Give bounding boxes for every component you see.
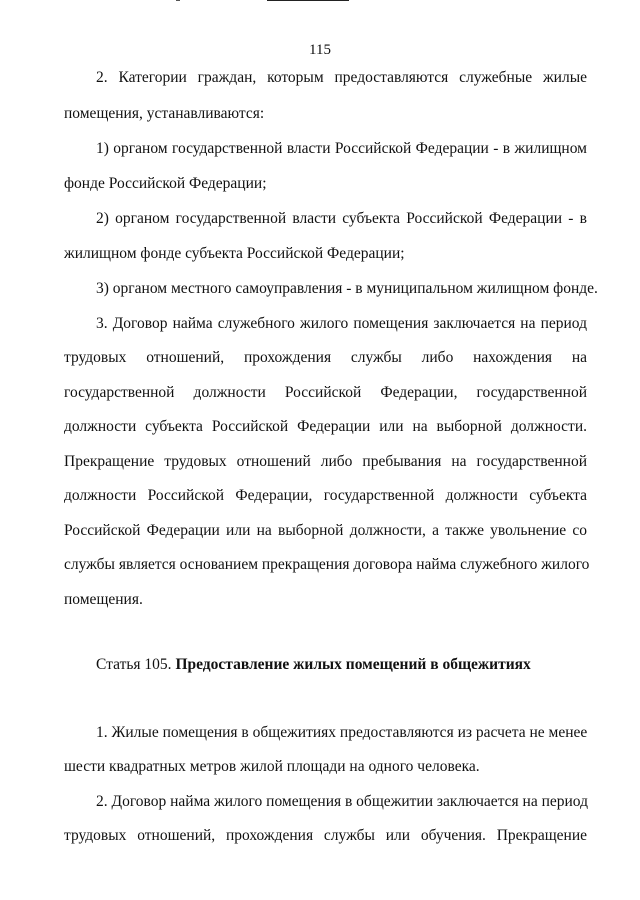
article-title: Предоставление жилых помещений в общежитиях <box>175 656 531 673</box>
paragraph-line: службы является основанием прекращения договора найма служебного жилого <box>64 556 590 573</box>
page-number: 115 <box>309 42 331 58</box>
paragraph-line: должности Российской Федерации, государственной должности субъекта <box>64 487 587 504</box>
paragraph-line: 2. Категории граждан, которым предоставляются служебные жилые <box>96 69 587 86</box>
list-item-line: жилищном фонде субъекта Российской Федерации; <box>64 245 405 262</box>
paragraph-line: государственной должности Российской Федерации, государственной <box>64 384 587 401</box>
list-item-line: фонде Российской Федерации; <box>64 175 267 192</box>
paragraph-line: 2. Договор найма жилого помещения в общежитии заключается на период <box>96 793 588 810</box>
paragraph-line: шести квадратных метров жилой площади на одного человека. <box>64 758 480 775</box>
top-edge-underline <box>267 0 349 1</box>
paragraph-line: Российской Федерации или на выборной должности, а также увольнение со <box>64 522 587 539</box>
paragraph-line: трудовых отношений, прохождения службы или обучения. Прекращение <box>64 827 587 844</box>
list-item-line: 3) органом местного самоуправления - в муниципальном жилищном фонде. <box>96 280 598 297</box>
paragraph-line: трудовых отношений, прохождения службы либо нахождения на <box>64 349 587 366</box>
paragraph-line: 3. Договор найма служебного жилого помещения заключается на период <box>96 315 587 332</box>
article-prefix: Статья 105. <box>96 656 172 673</box>
paragraph-line: должности субъекта Российской Федерации или на выборной должности. <box>64 418 587 435</box>
list-item-line: 1) органом государственной власти Российской Федерации - в жилищном <box>96 140 587 157</box>
top-edge-mark <box>176 0 180 1</box>
paragraph-line: Прекращение трудовых отношений либо пребывания на государственной <box>64 453 587 470</box>
list-item-line: 2) органом государственной власти субъекта Российской Федерации - в <box>96 210 587 227</box>
paragraph-line: помещения. <box>64 591 143 608</box>
article-heading <box>96 655 587 675</box>
paragraph-line: помещения, устанавливаются: <box>64 105 265 122</box>
paragraph-line: 1. Жилые помещения в общежитиях предоставляются из расчета не менее <box>96 724 588 741</box>
